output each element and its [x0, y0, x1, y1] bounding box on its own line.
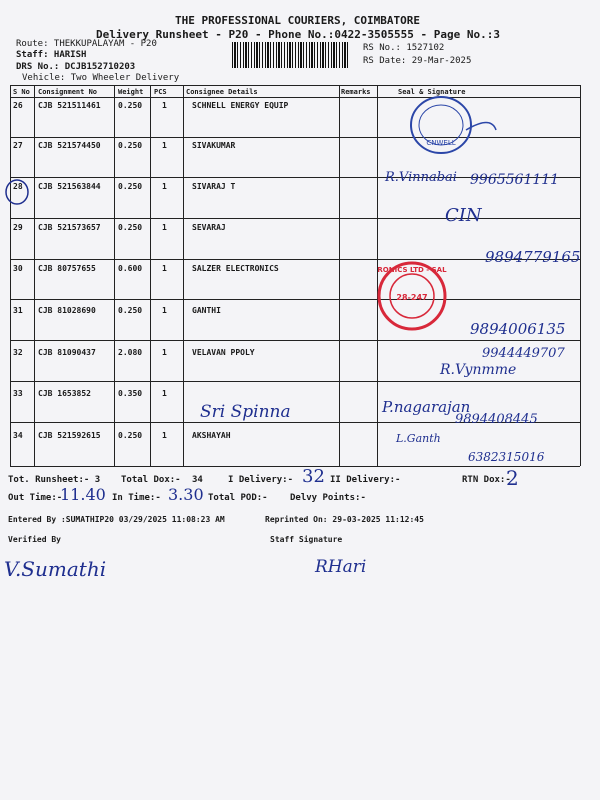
col-remarks: Remarks: [341, 88, 371, 96]
handwritten-signature: P.nagarajan: [382, 398, 471, 416]
row-consignee: SCHNELL ENERGY EQUIP: [192, 101, 289, 110]
i-delivery-label: I Delivery:-: [228, 475, 294, 485]
row-consignment: CJB 81090437: [38, 348, 96, 357]
handwritten-cin: CIN: [445, 205, 482, 226]
total-dox-label: Total Dox:-: [121, 475, 181, 485]
row-sno: 30: [13, 264, 23, 273]
row-sno: 29: [13, 223, 23, 232]
row-pcs: 1: [162, 182, 167, 191]
out-time-label: Out Time:-: [8, 493, 63, 503]
handwritten-phone: 9894408445: [455, 412, 538, 427]
row-consignment: CJB 521563844: [38, 182, 101, 191]
in-time-hand: 3.30: [168, 485, 204, 504]
ii-delivery-label: II Delivery:-: [330, 475, 401, 485]
delvy-points-label: Delvy Points:-: [290, 493, 366, 503]
staff-signature-label: Staff Signature: [270, 535, 343, 544]
row-consignee: SIVAKUMAR: [192, 141, 236, 150]
col-pcs: PCS: [154, 88, 167, 96]
rs-date: RS Date: 29-Mar-2025: [363, 56, 472, 66]
barcode: [232, 42, 350, 68]
circle-mark: [4, 178, 30, 206]
row-consignee: GANTHI: [192, 306, 221, 315]
handwritten-name: R.Vinnabai: [385, 170, 457, 185]
row-consignee: AKSHAYAH: [192, 431, 231, 440]
handwritten-name: L.Ganth: [396, 432, 441, 445]
row-consignment: CJB 521592615: [38, 431, 101, 440]
row-consignee: SALZER ELECTRONICS: [192, 264, 279, 273]
row-consignee: SIVARAJ T: [192, 182, 236, 191]
row-consignment: CJB 81028690: [38, 306, 96, 315]
row-weight: 0.250: [118, 101, 143, 110]
total-dox-value: 34: [192, 475, 203, 485]
col-consignee: Consignee Details: [186, 88, 258, 96]
row-pcs: 1: [162, 306, 167, 315]
route-label: Route: THEKKUPALAYAM - P20: [16, 39, 157, 49]
handwritten-name: R.Vynmme: [440, 362, 517, 378]
col-weight: Weight: [118, 88, 144, 96]
handwritten-phone: 6382315016: [468, 450, 545, 464]
row-consignment: CJB 80757655: [38, 264, 96, 273]
tot-runsheet: Tot. Runsheet:- 3: [8, 475, 101, 485]
col-seal: Seal & Signature: [398, 88, 466, 96]
reprinted-on: Reprinted On: 29-03-2025 11:12:45: [265, 515, 424, 524]
row-weight: 0.250: [118, 306, 143, 315]
salzer-stamp-text: RONICS LTD - SAL: [377, 266, 447, 274]
rtn-dox-hand: 2: [506, 466, 519, 490]
handwritten-phone: 9965561111: [470, 172, 560, 188]
row-consignment: CJB 521511461: [38, 101, 101, 110]
row-pcs: 1: [162, 389, 167, 398]
handwritten-phone: 9894006135: [470, 320, 566, 338]
company-name: THE PROFESSIONAL COURIERS, COIMBATORE: [175, 14, 421, 27]
drs-label: DRS No.: DCJB152710203: [16, 62, 136, 72]
row-weight: 0.250: [118, 141, 143, 150]
row-pcs: 1: [162, 223, 167, 232]
row-consignment: CJB 1653852: [38, 389, 91, 398]
schnell-stamp: [396, 90, 506, 160]
row-sno: 27: [13, 141, 23, 150]
row-pcs: 1: [162, 101, 167, 110]
handwritten-phone: 9944449707: [482, 346, 565, 361]
row-pcs: 1: [162, 141, 167, 150]
row-pcs: 1: [162, 348, 167, 357]
runsheet-title: Delivery Runsheet - P20 - Phone No.:0422-3505555 - Page No.:3: [96, 28, 500, 41]
vehicle-label: Vehicle: Two Wheeler Delivery: [22, 73, 180, 83]
row-consignee: SEVARAJ: [192, 223, 226, 232]
rtn-dox-label: RTN Dox:-: [462, 475, 511, 485]
verified-by-label: Verified By: [8, 535, 61, 544]
row-consignment: CJB 521573657: [38, 223, 101, 232]
row-sno: 28: [13, 182, 23, 191]
handwritten-phone: 9894779165: [485, 248, 581, 266]
row-sno: 31: [13, 306, 23, 315]
row-pcs: 1: [162, 264, 167, 273]
col-sno: S No: [13, 88, 30, 96]
salzer-stamp: [368, 260, 458, 332]
row-consignee: VELAVAN PPOLY: [192, 348, 255, 357]
row-sno: 26: [13, 101, 23, 110]
salzer-stamp-inner: 28-247: [396, 293, 428, 302]
out-time-hand: 11.40: [60, 485, 106, 504]
staff-signature: RHari: [315, 557, 367, 577]
staff-label: Staff: HARISH: [16, 50, 87, 60]
i-delivery-hand: 32: [302, 466, 325, 487]
rs-number: RS No.: 1527102: [363, 43, 445, 53]
row-weight: 0.250: [118, 223, 143, 232]
in-time-label: In Time:-: [112, 493, 161, 503]
row-weight: 0.600: [118, 264, 143, 273]
row-weight: 0.350: [118, 389, 143, 398]
row-sno: 34: [13, 431, 23, 440]
row-weight: 0.250: [118, 182, 143, 191]
row-pcs: 1: [162, 431, 167, 440]
verified-signature: V.Sumathi: [4, 557, 107, 581]
row-weight: 0.250: [118, 431, 143, 440]
handwritten-name: Sri Spinna: [200, 402, 291, 422]
row-consignment: CJB 521574450: [38, 141, 101, 150]
row-sno: 32: [13, 348, 23, 357]
total-pod-label: Total POD:-: [208, 493, 268, 503]
entered-by: Entered By :SUMATHIP20 03/29/2025 11:08:23 AM: [8, 515, 225, 524]
col-consignment: Consignment No: [38, 88, 98, 96]
schnell-stamp-text: CNWELL: [426, 139, 456, 147]
row-sno: 33: [13, 389, 23, 398]
row-weight: 2.080: [118, 348, 143, 357]
